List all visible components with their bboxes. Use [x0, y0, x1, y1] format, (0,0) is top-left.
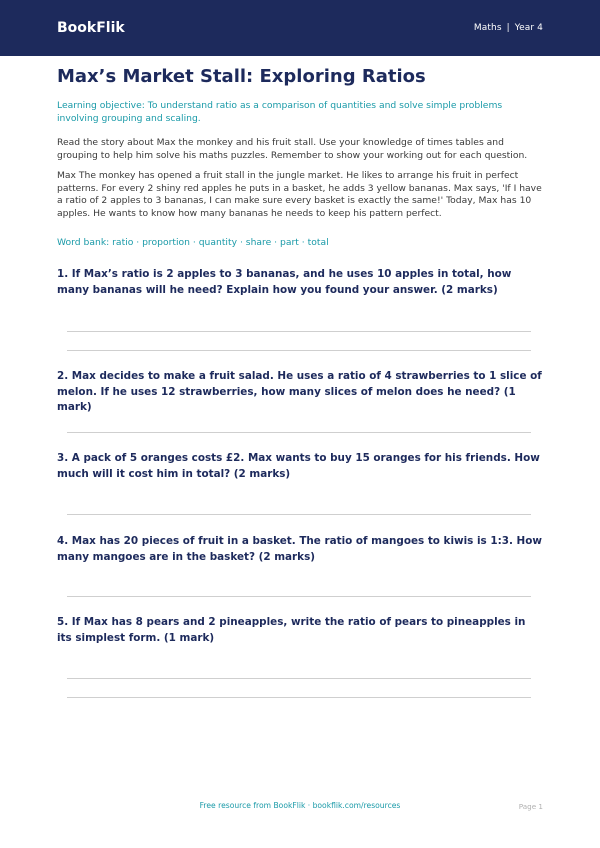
subject-label: Maths [473, 23, 502, 33]
answer-line[interactable] [67, 596, 531, 597]
page-title: Max’s Market Stall: Exploring Ratios [57, 66, 426, 87]
brand-logo: BookFlik [57, 20, 125, 36]
word-bank: Word bank: ratio · proportion · quantity · share · part · total [57, 237, 329, 248]
page-number: Page 1 [518, 802, 543, 811]
header-meta [474, 23, 543, 33]
question-3: 3. A pack of 5 oranges costs £2. Max wants to buy 15 oranges for his friends. How much will it cost him in total? (2 marks) [57, 452, 540, 480]
answer-line[interactable] [67, 514, 531, 515]
header-bar [0, 0, 600, 56]
question-5: 5. If Max has 8 pears and 2 pineapples, write the ratio of pears to pineapples in its simplest form. (1 mark) [57, 616, 526, 644]
answer-line[interactable] [67, 350, 531, 351]
intro-paragraph: Read the story about Max the monkey and his fruit stall. Use your knowledge of times tables and grouping to help him solve his maths puzzles. Remember to show your working out for each question. [57, 137, 528, 161]
story-paragraph: Max The monkey has opened a fruit stall in the jungle market. He likes to arrange his fruit in perfect patterns. For every 2 shiny red apples he puts in a basket, he adds 3 yellow bananas. Max says, 'If I have a ratio of 2 apples to 3 bananas, I can make sure every basket is exactly the same!' Today, Max has 10 apples. He wants to know how many bananas he needs to keep his pattern perfect. [57, 170, 542, 219]
question-4: 4. Max has 20 pieces of fruit in a basket. The ratio of mangoes to kiwis is 1:3. How many mangoes are in the basket? (2 marks) [57, 535, 542, 563]
question-2: 2. Max decides to make a fruit salad. He uses a ratio of 4 strawberries to 1 slice of melon. If he uses 12 strawberries, how many slices of melon does he need? (1 mark) [57, 370, 542, 413]
answer-line[interactable] [67, 432, 531, 433]
answer-line[interactable] [67, 331, 531, 332]
learning-objective: Learning objective: To understand ratio as a comparison of quantities and solve simple problems involving grouping and scaling. [57, 100, 503, 124]
story-text: The monkey has opened a fruit stall in the jungle market. He likes to arrange his fruit in perfect patterns. For every 2 shiny red apples he puts in a basket, he adds 3 yellow bananas. Max says, 'If I have a ratio of 2 apples to 3 bananas, I can make sure every basket is exactly the same!' Today, Max has 10 apples. He wants to know how many bananas he needs to keep his pattern perfect. [57, 170, 542, 219]
question-1: 1. If Max’s ratio is 2 apples to 3 bananas, and he uses 10 apples in total, how many bananas will he need? Explain how you found your answer. (2 marks) [57, 268, 512, 296]
footer-resource-link[interactable]: Free resource from BookFlik · bookflik.com/resources [199, 801, 401, 810]
answer-line[interactable] [67, 678, 531, 679]
meta-separator: | [506, 23, 510, 33]
year-label: Year 4 [514, 23, 543, 33]
answer-line[interactable] [67, 697, 531, 698]
